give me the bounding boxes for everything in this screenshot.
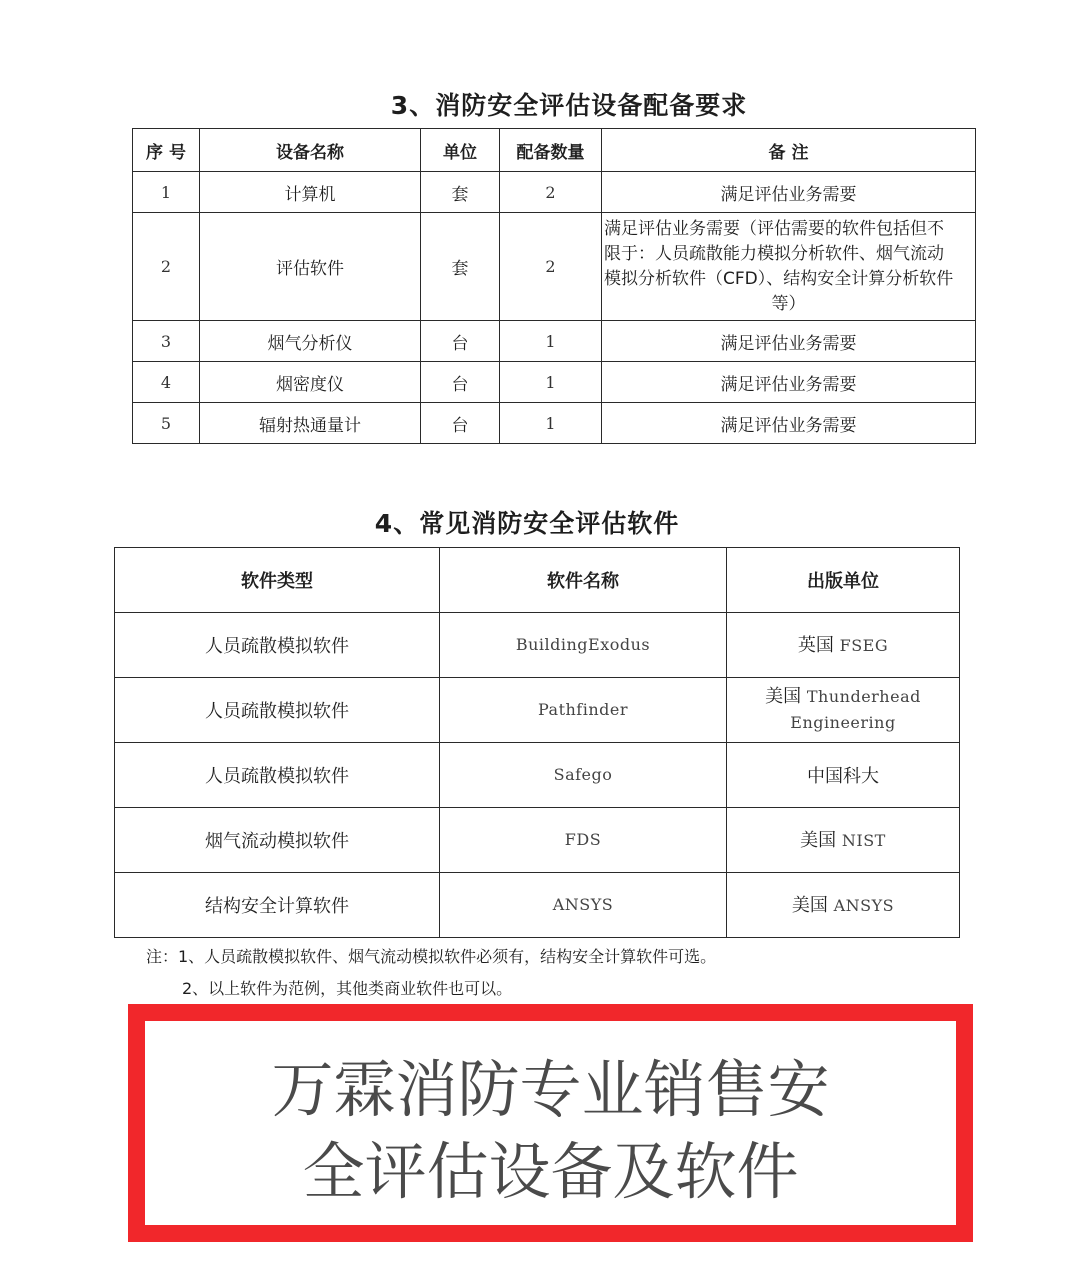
cell-publisher [727,678,960,743]
cell-type: 结构安全计算软件 [115,873,440,938]
table-header-row [115,548,960,613]
cell-publisher [727,613,960,678]
cell-note: 满足评估业务需要 [602,172,976,213]
cell-software: FDS [440,808,727,873]
cell-type: 烟气流动模拟软件 [115,808,440,873]
banner-line-1: 万霖消防专业销售安 [271,1053,830,1126]
publisher-country: 美国 [791,895,828,916]
cell-qty: 1 [500,362,602,403]
cell-type: 人员疏散模拟软件 [115,613,440,678]
publisher-country: 中国科大 [807,766,879,787]
cell-qty: 2 [500,213,602,321]
publisher-name: Thunderhead [806,687,921,706]
promo-banner [128,1004,973,1242]
cell-software: Pathfinder [440,678,727,743]
footnote-1: 注：1、人员疏散模拟软件、烟气流动模拟软件必须有，结构安全计算软件可选。 [146,947,717,966]
cell-note: 满足评估业务需要 [602,321,976,362]
cell-publisher [727,873,960,938]
header-type: 软件类型 [115,548,440,613]
publisher-name-line2: Engineering [790,713,896,732]
software-table [114,547,960,938]
cell-no: 2 [133,213,200,321]
section3-title: 3、消防安全评估设备配备要求 [390,91,748,120]
table-row [115,743,960,808]
cell-name: 辐射热通量计 [200,403,421,444]
header-qty: 配备数量 [500,129,602,172]
footnote-2: 2、以上软件为范例，其他类商业软件也可以。 [182,979,513,998]
cell-no: 1 [133,172,200,213]
banner-line-2: 全评估设备及软件 [302,1135,799,1208]
cell-no: 5 [133,403,200,444]
header-unit: 单位 [421,129,500,172]
cell-name: 计算机 [200,172,421,213]
header-software: 软件名称 [440,548,727,613]
header-name: 设备名称 [200,129,421,172]
publisher-country: 英国 [797,635,834,656]
cell-name: 烟密度仪 [200,362,421,403]
cell-unit: 套 [421,213,500,321]
cell-no: 3 [133,321,200,362]
table-row [133,213,976,321]
cell-publisher [727,808,960,873]
cell-unit: 套 [421,172,500,213]
note-line: 模拟分析软件（CFD）、结构安全计算分析软件 [604,268,954,289]
table-row [133,403,976,444]
cell-software: BuildingExodus [440,613,727,678]
publisher-name: FSEG [839,636,889,655]
cell-note [602,213,976,321]
cell-qty: 1 [500,403,602,444]
section4-title: 4、常见消防安全评估软件 [374,509,680,538]
cell-unit: 台 [421,321,500,362]
cell-note: 满足评估业务需要 [602,362,976,403]
header-publisher: 出版单位 [727,548,960,613]
publisher-name: NIST [841,831,886,850]
table-row [133,362,976,403]
cell-unit: 台 [421,362,500,403]
publisher-country: 美国 [800,830,837,851]
table-row [133,321,976,362]
equipment-table [132,128,976,444]
table-row [115,678,960,743]
cell-name: 评估软件 [200,213,421,321]
cell-type: 人员疏散模拟软件 [115,743,440,808]
cell-unit: 台 [421,403,500,444]
cell-software: ANSYS [440,873,727,938]
cell-no: 4 [133,362,200,403]
cell-name: 烟气分析仪 [200,321,421,362]
header-note: 备 注 [602,129,976,172]
table-header-row [133,129,976,172]
note-line: 满足评估业务需要（评估需要的软件包括但不 [604,218,944,239]
cell-note: 满足评估业务需要 [602,403,976,444]
publisher-country: 美国 [765,686,802,707]
cell-software: Safego [440,743,727,808]
header-no: 序 号 [133,129,200,172]
cell-qty: 2 [500,172,602,213]
cell-type: 人员疏散模拟软件 [115,678,440,743]
publisher-name: ANSYS [833,896,895,915]
table-row [115,808,960,873]
table-row [115,873,960,938]
banner-text [145,1049,956,1213]
note-line: 限于：人员疏散能力模拟分析软件、烟气流动 [604,243,944,264]
note-line: 等） [771,293,806,314]
table-row [133,172,976,213]
cell-qty: 1 [500,321,602,362]
table-row [115,613,960,678]
cell-publisher [727,743,960,808]
